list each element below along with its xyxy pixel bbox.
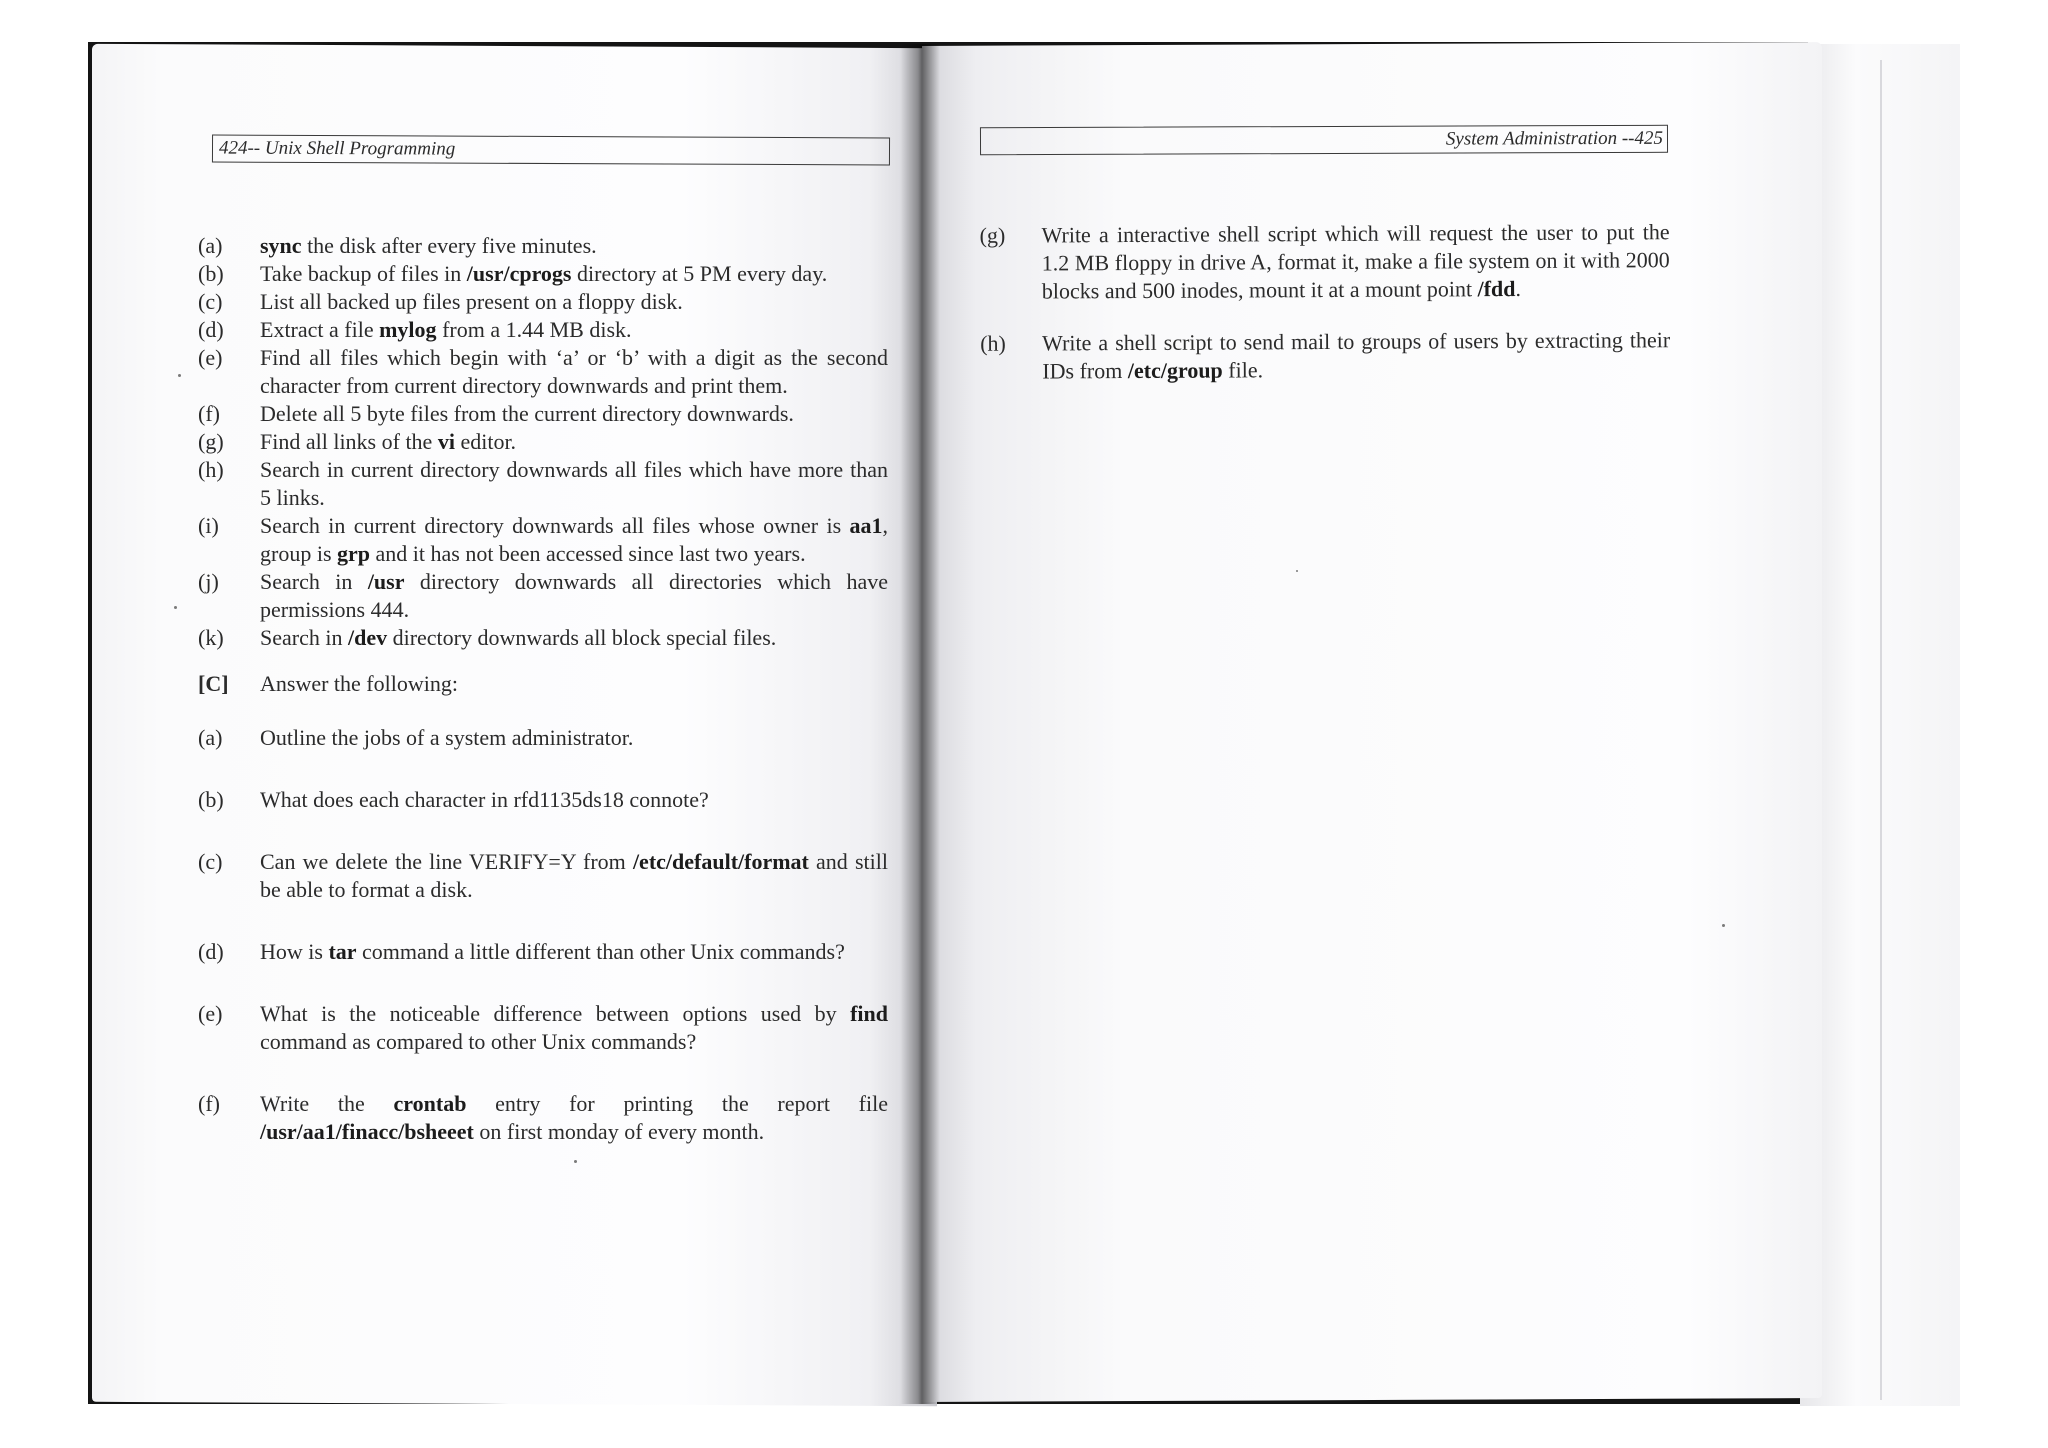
exercise-item — [198, 938, 888, 966]
exercise-item — [980, 326, 1670, 386]
exercise-text: Extract a file mylog from a 1.44 MB disk. — [260, 317, 632, 342]
exercise-label: (e) — [198, 1001, 223, 1026]
exercise-label: (g) — [979, 222, 1006, 248]
exercise-text: Can we delete the line VERIFY=Y from /etc/default/format and still be able to format a disk. — [260, 849, 888, 902]
command-term: tar — [328, 939, 357, 964]
command-term: /etc/group — [1127, 357, 1223, 384]
command-term: vi — [437, 429, 455, 454]
exercise-item — [198, 724, 888, 752]
command-term: /usr — [367, 569, 405, 594]
exercise-list-b — [198, 232, 888, 652]
exercise-text: Search in current directory downwards all files whose owner is aa1, group is grp and it has not been accessed since last two years. — [260, 513, 888, 566]
command-term: /etc/default/format — [632, 849, 809, 874]
exercise-text: Search in /dev directory downwards all block special files. — [260, 625, 777, 650]
exercise-item — [198, 786, 888, 814]
exercise-label: (f) — [198, 401, 220, 426]
exercise-text: Find all links of the vi editor. — [260, 429, 517, 454]
command-term: sync — [260, 233, 302, 258]
exercise-text: Write the crontab entry for printing the report file /usr/aa1/finacc/bsheeet on first monday of every month. — [260, 1091, 888, 1144]
exercise-label: (h) — [980, 330, 1006, 356]
left-page-header-text: 424-- Unix Shell Programming — [218, 137, 456, 160]
exercise-label: (e) — [198, 345, 223, 370]
exercise-label: (g) — [198, 429, 224, 454]
command-term: grp — [337, 541, 370, 566]
exercise-label: (b) — [198, 787, 224, 812]
exercise-text: Take backup of files in /usr/cprogs directory at 5 PM every day. — [260, 261, 828, 286]
exercise-text: How is tar command a little different than other Unix commands? — [260, 939, 845, 964]
exercise-item — [198, 512, 888, 568]
right-page-header — [980, 125, 1668, 155]
exercise-text: Delete all 5 byte files from the current directory downwards. — [260, 401, 794, 426]
exercise-text: sync the disk after every five minutes. — [260, 233, 597, 258]
exercise-text: Outline the jobs of a system administrator. — [260, 725, 634, 750]
exercise-text: What is the noticeable difference between options used by find command as compared to other Unix commands? — [260, 1001, 888, 1054]
section-label: [C] — [198, 671, 229, 696]
left-page-body — [198, 232, 888, 1146]
book-gutter — [900, 44, 940, 1404]
exercise-label: (c) — [198, 849, 223, 874]
command-term: /dev — [347, 625, 388, 650]
command-term: crontab — [393, 1091, 467, 1116]
exercise-item — [198, 568, 888, 624]
command-term: /fdd — [1477, 276, 1516, 302]
exercise-item — [198, 428, 888, 456]
exercise-text: What does each character in rfd1135ds18 connote? — [260, 787, 709, 812]
exercise-text: Write a shell script to send mail to groups of users by extracting their IDs from /etc/group file. — [1042, 327, 1671, 384]
exercise-item — [198, 232, 888, 260]
command-term: /usr/cprogs — [466, 261, 572, 286]
right-page-body — [980, 218, 1671, 410]
exercise-text: Find all files which begin with ‘a’ or ‘b’ with a digit as the second character from current directory downwards and print them. — [260, 345, 888, 398]
exercise-item — [198, 344, 888, 400]
exercise-label: (h) — [198, 457, 224, 482]
exercise-label: (f) — [198, 1091, 220, 1116]
exercise-item — [198, 288, 888, 316]
exercise-text: Search in current directory downwards all files which have more than 5 links. — [260, 457, 888, 510]
exercise-text: Search in /usr directory downwards all directories which have permissions 444. — [260, 569, 888, 622]
print-speck — [1296, 570, 1298, 572]
exercise-label: (i) — [198, 513, 219, 538]
print-speck — [1722, 924, 1725, 927]
print-speck — [574, 1160, 577, 1163]
section-c-heading — [198, 670, 888, 698]
command-term: find — [850, 1001, 888, 1026]
command-term: mylog — [379, 317, 437, 342]
right-page-header-text: System Administration --425 — [1445, 127, 1664, 150]
exercise-label: (a) — [198, 233, 223, 258]
exercise-item — [198, 848, 888, 904]
left-page-header — [212, 135, 890, 166]
exercise-label: (c) — [198, 289, 223, 314]
exercise-label: (a) — [198, 725, 223, 750]
exercise-item — [198, 260, 888, 288]
exercise-text: List all backed up files present on a floppy disk. — [260, 289, 683, 314]
command-term: aa1 — [849, 513, 883, 538]
exercise-label: (d) — [198, 939, 224, 964]
exercise-item — [198, 624, 888, 652]
page-edge-line — [1880, 60, 1882, 1400]
exercise-item — [980, 218, 1670, 306]
exercise-list-right — [980, 218, 1671, 386]
print-speck — [174, 606, 177, 609]
exercise-item — [198, 1090, 888, 1146]
exercise-text: Write a interactive shell script which will request the user to put the 1.2 MB floppy in drive A, format it, make a file system on it with 2000 blocks and 500 inodes, mount it at a mount point /fdd. — [1041, 219, 1670, 304]
exercise-label: (j) — [198, 569, 219, 594]
exercise-label: (b) — [198, 261, 224, 286]
command-term: /usr/aa1/finacc/bsheeet — [260, 1119, 474, 1144]
exercise-item — [198, 1000, 888, 1056]
exercise-item — [198, 400, 888, 428]
exercise-label: (k) — [198, 625, 224, 650]
print-speck — [178, 374, 181, 377]
exercise-item — [198, 316, 888, 344]
section-title: Answer the following: — [260, 671, 458, 696]
exercise-list-c — [198, 724, 888, 1146]
exercise-label: (d) — [198, 317, 224, 342]
exercise-item — [198, 456, 888, 512]
